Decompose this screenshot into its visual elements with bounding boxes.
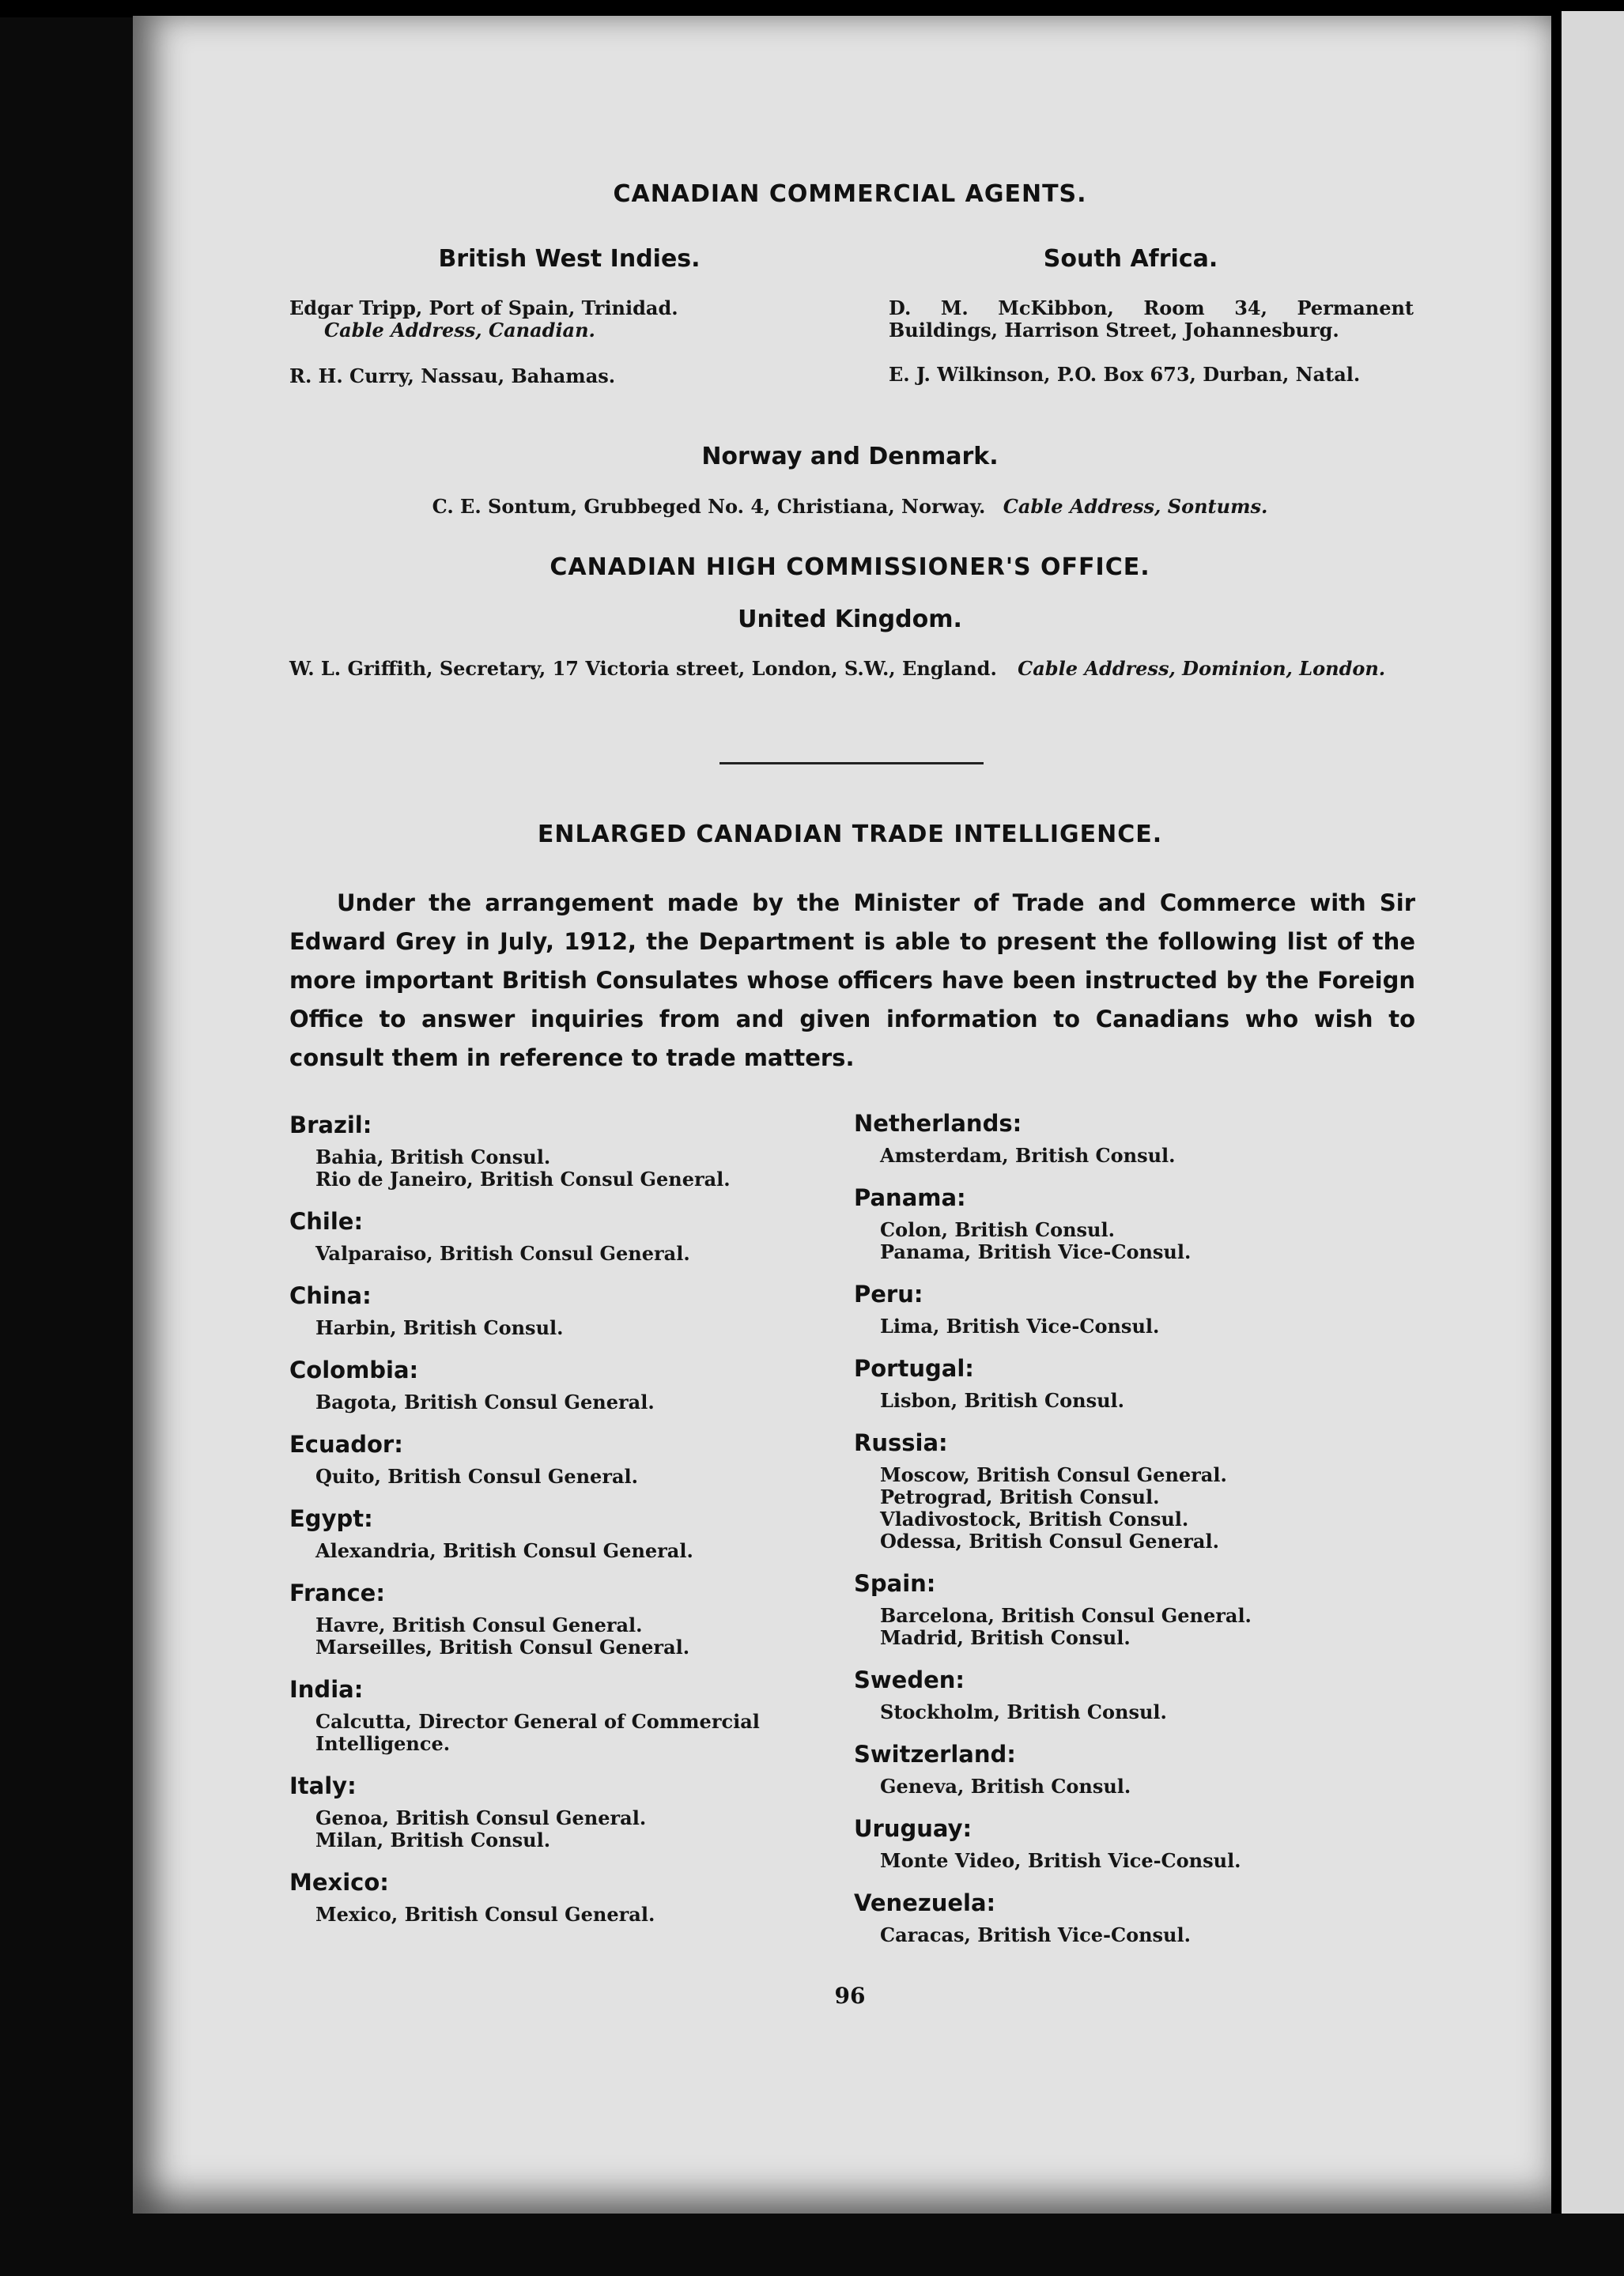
- bwi-entry-curry: R. H. Curry, Nassau, Bahamas.: [289, 364, 616, 387]
- country-name: Portugal:: [854, 1355, 974, 1382]
- high-commissioner-cable: Cable Address, Dominion, London.: [1018, 657, 1386, 680]
- country-name: Panama:: [854, 1184, 966, 1211]
- consulate-entry: Panama, British Vice-Consul.: [880, 1240, 1192, 1263]
- south-africa-entry-mckibbon: D. M. McKibbon, Room 34, Permanent Buildings, Harrison Street, Johannesburg.: [889, 296, 1414, 342]
- consulate-group: [289, 1431, 859, 1488]
- consulate-entry: Caracas, British Vice-Consul.: [880, 1923, 1191, 1946]
- country-name: Ecuador:: [289, 1431, 403, 1458]
- consulate-group: [854, 1281, 1423, 1338]
- commercial-agents-heading: CANADIAN COMMERCIAL AGENTS.: [613, 180, 1087, 208]
- consulate-group: [854, 1889, 1423, 1946]
- country-name: Russia:: [854, 1429, 948, 1456]
- country-name: China:: [289, 1282, 372, 1309]
- scan-bottom-border: [0, 2214, 1624, 2276]
- norway-denmark-entry-text: C. E. Sontum, Grubbeged No. 4, Christiana, Norway.: [432, 495, 986, 518]
- norway-denmark-entry: [348, 496, 1352, 518]
- country-name: Venezuela:: [854, 1889, 996, 1916]
- consulate-group: [289, 1772, 859, 1851]
- norway-denmark-title: Norway and Denmark.: [701, 443, 999, 470]
- consulate-entry: Odessa, British Consul General.: [880, 1530, 1219, 1553]
- country-name: Italy:: [289, 1772, 357, 1799]
- south-africa-entry-wilkinson: E. J. Wilkinson, P.O. Box 673, Durban, Natal.: [889, 363, 1361, 386]
- consulate-entry: Marseilles, British Consul General.: [315, 1636, 690, 1659]
- consulates-left-column: [289, 1112, 859, 1943]
- consulate-entry: Amsterdam, British Consul.: [880, 1144, 1176, 1167]
- bwi-entry-tripp-text: Edgar Tripp, Port of Spain, Trinidad.: [289, 296, 678, 319]
- consulates-right-column: [854, 1110, 1423, 1964]
- consulate-group: [289, 1676, 859, 1755]
- high-commissioner-heading: CANADIAN HIGH COMMISSIONER'S OFFICE.: [550, 553, 1150, 581]
- bwi-entry-tripp: [289, 297, 819, 342]
- high-commissioner-entry-text: W. L. Griffith, Secretary, 17 Victoria street, London, S.W., England.: [289, 657, 997, 680]
- consulate-group: [289, 1505, 859, 1562]
- united-kingdom-title: United Kingdom.: [738, 606, 962, 633]
- consulate-entry: Mexico, British Consul General.: [315, 1903, 655, 1926]
- consulate-entry: Geneva, British Consul.: [880, 1775, 1131, 1798]
- consulate-entry: Lima, British Vice-Consul.: [880, 1315, 1160, 1338]
- consulate-group: [854, 1110, 1423, 1167]
- consulate-entry: Madrid, British Consul.: [880, 1626, 1131, 1649]
- trade-intelligence-paragraph: Under the arrangement made by the Minister of Trade and Commerce with Sir Edward Grey in July, 1912, the Department is able to present the following list of the more important British Consulates whose officers have been instructed by the Foreign Office to answer inquiries from and given information to Canadians who wish to consult them in reference to trade matters.: [289, 889, 1415, 1071]
- country-name: Sweden:: [854, 1666, 965, 1693]
- consulate-group: [289, 1282, 859, 1339]
- country-name: Netherlands:: [854, 1110, 1022, 1137]
- country-name: Egypt:: [289, 1505, 373, 1532]
- consulate-entry: Vladivostock, British Consul.: [880, 1508, 1189, 1531]
- consulate-entry: Quito, British Consul General.: [315, 1465, 638, 1488]
- country-name: Chile:: [289, 1208, 364, 1235]
- country-name: Uruguay:: [854, 1815, 973, 1842]
- country-name: Switzerland:: [854, 1741, 1016, 1768]
- section-divider: [719, 762, 984, 764]
- consulate-entry: Calcutta, Director General of Commercial Intelligence.: [315, 1710, 760, 1755]
- consulate-group: [854, 1184, 1423, 1263]
- consulate-entry: Milan, British Consul.: [315, 1829, 551, 1851]
- consulate-entry: Stockholm, British Consul.: [880, 1700, 1167, 1723]
- bwi-entry-tripp-cable: Cable Address, Canadian.: [324, 319, 595, 342]
- british-west-indies-title: British West Indies.: [438, 245, 701, 273]
- consulate-entry: Havre, British Consul General.: [315, 1614, 643, 1636]
- page-number: 96: [834, 1983, 866, 2009]
- country-name: Mexico:: [289, 1869, 389, 1896]
- consulate-entry: Monte Video, British Vice-Consul.: [880, 1849, 1241, 1872]
- consulate-entry: Rio de Janeiro, British Consul General.: [315, 1168, 731, 1191]
- consulate-entry: Bahia, British Consul.: [315, 1146, 551, 1168]
- scan-top-border: [0, 0, 1624, 17]
- norway-denmark-cable: Cable Address, Sontums.: [1003, 495, 1268, 518]
- consulate-entry: Harbin, British Consul.: [315, 1316, 564, 1339]
- consulate-group: [854, 1429, 1423, 1553]
- consulate-entry: Bagota, British Consul General.: [315, 1391, 655, 1414]
- consulate-entry: Moscow, British Consul General.: [880, 1463, 1227, 1486]
- consulate-group: [289, 1580, 859, 1659]
- consulate-group: [854, 1741, 1423, 1798]
- high-commissioner-entry: [289, 658, 1420, 680]
- consulate-entry: Genoa, British Consul General.: [315, 1806, 647, 1829]
- country-name: France:: [289, 1580, 385, 1606]
- country-name: India:: [289, 1676, 364, 1703]
- consulate-group: [854, 1355, 1423, 1412]
- consulate-group: [289, 1357, 859, 1414]
- consulate-entry: Lisbon, British Consul.: [880, 1389, 1125, 1412]
- consulate-entry: Valparaiso, British Consul General.: [315, 1242, 690, 1265]
- consulate-group: [854, 1815, 1423, 1872]
- consulate-group: [289, 1112, 859, 1191]
- country-name: Spain:: [854, 1570, 936, 1597]
- consulate-entry: Alexandria, British Consul General.: [315, 1539, 693, 1562]
- consulate-group: [289, 1869, 859, 1926]
- country-name: Peru:: [854, 1281, 923, 1308]
- south-africa-title: South Africa.: [1043, 245, 1218, 273]
- scan-gutter: [1551, 0, 1562, 2276]
- consulate-entry: Colon, British Consul.: [880, 1218, 1115, 1241]
- trade-intelligence-heading: ENLARGED CANADIAN TRADE INTELLIGENCE.: [537, 821, 1163, 848]
- consulate-group: [289, 1208, 859, 1265]
- country-name: Brazil:: [289, 1112, 372, 1138]
- country-name: Colombia:: [289, 1357, 419, 1383]
- next-page-edge: [1562, 11, 1624, 2217]
- consulate-group: [854, 1666, 1423, 1723]
- consulate-entry: Barcelona, British Consul General.: [880, 1604, 1252, 1627]
- consulate-entry: Petrograd, British Consul.: [880, 1485, 1160, 1508]
- consulate-group: [854, 1570, 1423, 1649]
